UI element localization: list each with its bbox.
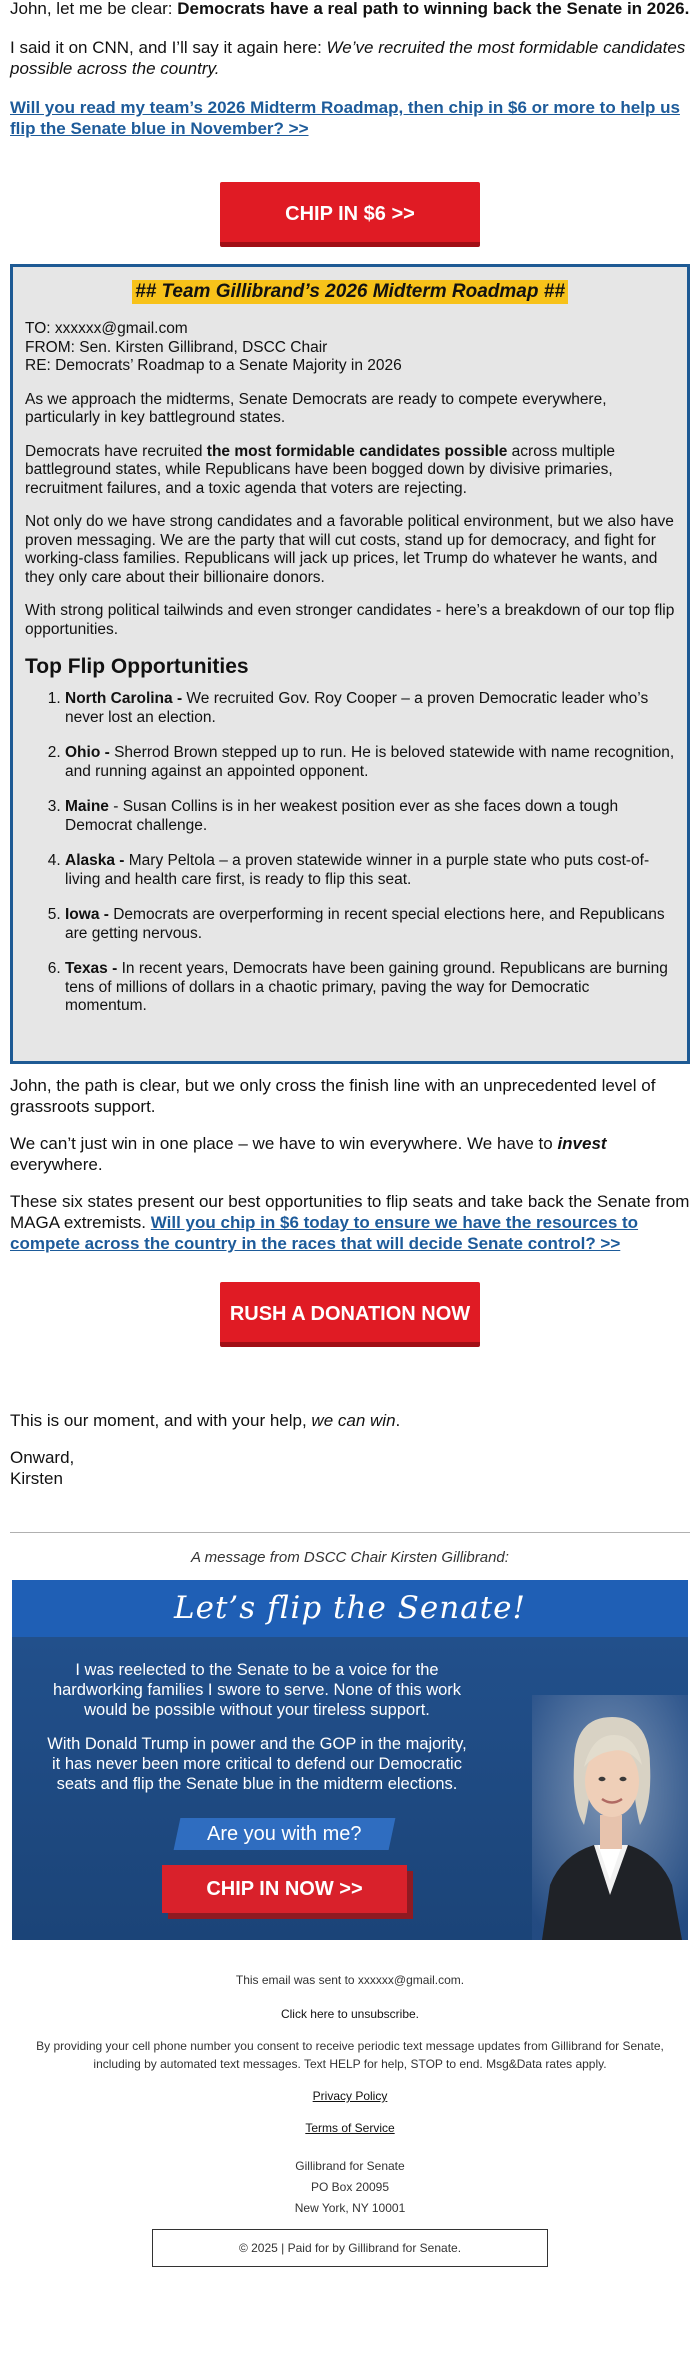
memo-paragraph-4: With strong political tailwinds and even stronger candidates - here’s a breakdown of our top flip opportunities. <box>25 602 675 638</box>
flip-state-name: Maine <box>65 798 109 815</box>
terms-of-service-link[interactable]: Terms of Service <box>305 2121 395 2135</box>
memo-title: ## Team Gillibrand’s 2026 Midterm Roadmap ## <box>132 280 568 304</box>
memo-p2-text-a: Democrats have recruited <box>25 442 207 460</box>
footer-address-line-1: Gillibrand for Senate <box>295 2159 405 2173</box>
roadmap-memo-box <box>10 264 690 1064</box>
flip-opportunities-list <box>25 690 675 1016</box>
flip-state-text: Sherrod Brown stepped up to run. He is beloved statewide with name recognition, and running against an appointed opponent. <box>65 744 675 780</box>
signoff: Onward, <box>10 1448 75 1467</box>
flip-state-item <box>65 798 675 835</box>
footer-unsubscribe-row <box>20 2005 680 2023</box>
intro-cnn <box>10 37 690 79</box>
banner-script-title: Let’s flip the Senate! <box>174 1590 526 1626</box>
body-p2-emphasis: invest <box>557 1134 607 1153</box>
memo-paragraph-1: As we approach the midterms, Senate Democrats are ready to compete everywhere, particularly in key battleground states. <box>25 390 607 426</box>
body-p2-text-a: We can’t just win in one place – we have to win everywhere. We have to <box>10 1134 558 1153</box>
flip-state-name: Texas - <box>65 960 118 977</box>
intro-cnn-italic: We’ve recruited the most formidable candidates possible across the country. <box>10 38 686 78</box>
body-paragraph-3 <box>10 1191 690 1254</box>
roadmap-donate-link[interactable]: Will you read my team’s 2026 Midterm Roadmap, then chip in $6 or more to help us flip the Senate blue in November? >> <box>10 98 680 138</box>
footer-privacy-row <box>20 2087 680 2105</box>
memo-p2-bold: the most formidable candidates possible <box>206 442 508 460</box>
banner-paragraph-2: With Donald Trump in power and the GOP in the majority, it has never been more critical to defend our Democratic seats and flip the Senate blue in the midterm elections. <box>47 1735 467 1793</box>
flip-state-item <box>65 960 675 1016</box>
banner-ask-pill <box>174 1818 396 1850</box>
footer-address-line-3: New York, NY 10001 <box>294 2201 406 2215</box>
chip-in-6-button[interactable]: CHIP IN $6 >> <box>220 182 480 247</box>
intro-lead-text: John, let me be clear: <box>10 0 178 18</box>
flip-state-name: Ohio - <box>65 744 110 761</box>
memo-from: FROM: Sen. Kirsten Gillibrand, DSCC Chair <box>25 338 328 356</box>
signature: Kirsten <box>10 1469 63 1488</box>
banner-paragraph-1: I was reelected to the Senate to be a voice for the hardworking families I swore to serve. None of this work would be possible without your tireless support. <box>52 1661 462 1719</box>
memo-p2-text-b: across multiple battleground states, while Republicans have been bogged down by divisive primaries, recruitment failures, and a toxic agenda that voters are rejecting. <box>25 442 616 497</box>
flip-opportunities-heading: Top Flip Opportunities <box>25 655 249 678</box>
privacy-policy-link[interactable]: Privacy Policy <box>312 2089 388 2103</box>
memo-title-wrap <box>25 267 675 304</box>
footer-sent-to: This email was sent to xxxxxx@gmail.com. <box>235 1973 465 1987</box>
flip-state-text: We recruited Gov. Roy Cooper – a proven Democratic leader who’s never lost an election. <box>65 690 649 726</box>
flip-state-name: Alaska - <box>65 852 125 869</box>
memo-to: TO: xxxxxx@gmail.com <box>25 320 188 337</box>
body-p4-text-a: This is our moment, and with your help, <box>10 1411 312 1430</box>
message-banner[interactable] <box>12 1580 688 1940</box>
rush-donation-button[interactable]: RUSH A DONATION NOW >> <box>220 1282 480 1347</box>
flip-state-item <box>65 852 675 889</box>
flip-state-item <box>65 906 675 943</box>
unsubscribe-link[interactable]: Click here to unsubscribe. <box>280 2007 420 2021</box>
body-p4-emphasis: we can win <box>311 1411 396 1430</box>
body-p4-text-b: . <box>395 1411 401 1430</box>
flip-state-text: Mary Peltola – a proven statewide winner in a purple state who puts cost-of-living and health care first, is ready to flip this seat. <box>65 852 650 888</box>
flip-state-name: North Carolina - <box>65 690 183 707</box>
footer-sms-consent: By providing your cell phone number you consent to receive periodic text message updates from Gillibrand for Senate, including by automated text messages. Text HELP for help, STOP to end. Msg&Data rates apply. <box>36 2039 664 2071</box>
banner-caption: A message from DSCC Chair Kirsten Gillibrand: <box>191 1549 509 1566</box>
flip-state-name: Iowa - <box>65 906 109 923</box>
paid-for-by-box: © 2025 | Paid for by Gillibrand for Senate. <box>152 2229 548 2267</box>
intro-lead-bold: Democrats have a real path to winning back the Senate in 2026. <box>177 0 690 18</box>
banner-ask-text: Are you with me? <box>207 1823 362 1845</box>
banner-body-text <box>42 1660 472 1808</box>
memo-re: RE: Democrats’ Roadmap to a Senate Majority in 2026 <box>25 357 402 374</box>
body-p3-text: These six states present our best opportunities to flip seats and take back the Senate from MAGA extremists. <box>10 1192 690 1232</box>
flip-state-text: - Susan Collins is in her weakest position ever as she faces down a tough Democrat challenge. <box>65 798 619 834</box>
chip-in-6-today-link[interactable]: Will you chip in $6 today to ensure we have the resources to compete across the country in the races that will decide Senate control? >> <box>10 1213 639 1253</box>
footer-address-line-2: PO Box 20095 <box>310 2180 390 2194</box>
body-paragraph-4 <box>10 1410 690 1431</box>
body-p2-text-b: everywhere. <box>10 1155 103 1174</box>
body-paragraph-2 <box>10 1133 690 1175</box>
cta2-wrap <box>0 1282 700 1390</box>
flip-state-item <box>65 744 675 781</box>
memo-paragraph-2 <box>25 443 675 499</box>
cta1-wrap <box>0 182 700 247</box>
banner-chip-in-now-button[interactable]: CHIP IN NOW >> <box>162 1865 407 1913</box>
senator-portrait-image <box>532 1695 688 1940</box>
memo-paragraph-3: Not only do we have strong candidates and a favorable political environment, but we also have proven messaging. We are the party that will cut costs, stand up for democracy, and fight for working-class families. Republicans will jack up prices, let Trump do whatever he wants, and they only care about their billionaire donors. <box>25 513 674 586</box>
flip-state-text: In recent years, Democrats have been gaining ground. Republicans are burning tens of millions of dollars in a chaotic primary, paving the way for Democratic momentum. <box>65 960 668 1014</box>
body-paragraph-1: John, the path is clear, but we only cross the finish line with an unprecedented level of grassroots support. <box>10 1076 656 1116</box>
intro-cnn-text: I said it on CNN, and I’ll say it again here: <box>10 38 327 57</box>
intro-roadmap-paragraph <box>10 97 690 139</box>
flip-state-text: Democrats are overperforming in recent special elections here, and Republicans are getting nervous. <box>65 906 665 942</box>
intro-lead <box>10 0 690 19</box>
flip-state-item <box>65 690 675 727</box>
footer-terms-row <box>20 2119 680 2137</box>
